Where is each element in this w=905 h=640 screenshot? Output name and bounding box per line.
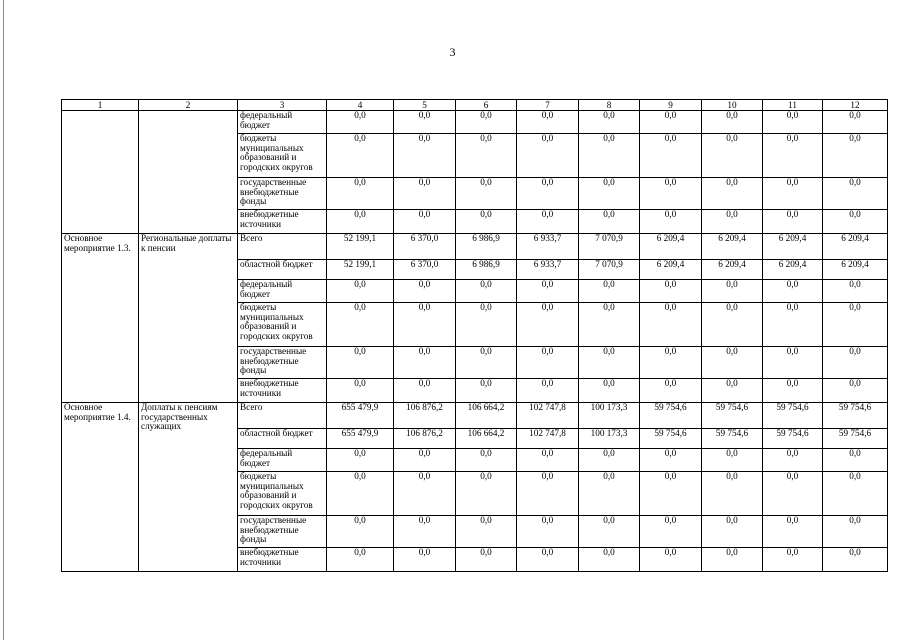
- value-cell: 0,0: [394, 472, 456, 516]
- value-cell: 0,0: [394, 134, 456, 178]
- value-cell: 0,0: [763, 548, 823, 572]
- value-cell: 0,0: [517, 449, 579, 472]
- value-cell: 59 754,6: [823, 403, 888, 429]
- value-cell: 52 199,1: [327, 234, 394, 260]
- funding-source-cell: государственные внебюджетные фонды: [238, 178, 327, 210]
- value-cell: 0,0: [327, 449, 394, 472]
- value-cell: 0,0: [823, 210, 888, 234]
- value-cell: 0,0: [579, 516, 640, 548]
- value-cell: 0,0: [394, 449, 456, 472]
- value-cell: 0,0: [702, 178, 763, 210]
- value-cell: 0,0: [823, 134, 888, 178]
- measure-cell: Основное мероприятие 1.4.: [62, 403, 139, 572]
- value-cell: 0,0: [640, 178, 702, 210]
- value-cell: 0,0: [763, 303, 823, 347]
- scan-left-edge: [3, 0, 4, 640]
- value-cell: 0,0: [579, 472, 640, 516]
- header-cell: 12: [823, 100, 888, 111]
- value-cell: 6 209,4: [823, 260, 888, 280]
- value-cell: 7 070,9: [579, 234, 640, 260]
- value-cell: 0,0: [456, 548, 517, 572]
- value-cell: 6 209,4: [702, 260, 763, 280]
- value-cell: 6 933,7: [517, 234, 579, 260]
- value-cell: 0,0: [702, 516, 763, 548]
- value-cell: 6 209,4: [823, 234, 888, 260]
- value-cell: 100 173,3: [579, 403, 640, 429]
- value-cell: 0,0: [394, 178, 456, 210]
- value-cell: 0,0: [702, 347, 763, 379]
- value-cell: 6 986,9: [456, 260, 517, 280]
- value-cell: 0,0: [327, 134, 394, 178]
- funding-source-cell: областной бюджет: [238, 429, 327, 449]
- value-cell: 0,0: [394, 210, 456, 234]
- value-cell: 0,0: [327, 303, 394, 347]
- value-cell: 0,0: [763, 472, 823, 516]
- value-cell: 6 986,9: [456, 234, 517, 260]
- value-cell: 59 754,6: [640, 429, 702, 449]
- header-cell: 2: [139, 100, 238, 111]
- value-cell: 0,0: [394, 379, 456, 403]
- funding-source-cell: внебюджетные источники: [238, 548, 327, 572]
- value-cell: 0,0: [517, 548, 579, 572]
- value-cell: 0,0: [327, 178, 394, 210]
- header-cell: 5: [394, 100, 456, 111]
- value-cell: 102 747,8: [517, 429, 579, 449]
- title-cell: [139, 111, 238, 234]
- value-cell: 0,0: [763, 280, 823, 303]
- value-cell: 6 370,0: [394, 234, 456, 260]
- value-cell: 0,0: [579, 347, 640, 379]
- value-cell: 0,0: [456, 178, 517, 210]
- value-cell: 52 199,1: [327, 260, 394, 280]
- value-cell: 0,0: [763, 111, 823, 134]
- header-cell: 10: [702, 100, 763, 111]
- value-cell: 655 479,9: [327, 429, 394, 449]
- header-row: [62, 100, 888, 111]
- value-cell: 0,0: [702, 449, 763, 472]
- header-cell: 4: [327, 100, 394, 111]
- value-cell: 6 370,0: [394, 260, 456, 280]
- value-cell: 0,0: [579, 449, 640, 472]
- value-cell: 0,0: [327, 548, 394, 572]
- value-cell: 0,0: [394, 548, 456, 572]
- value-cell: 0,0: [763, 516, 823, 548]
- title-cell: Региональные доплаты к пенсии: [139, 234, 238, 403]
- table-body: [62, 111, 888, 572]
- value-cell: 0,0: [517, 472, 579, 516]
- value-cell: 0,0: [640, 111, 702, 134]
- value-cell: 0,0: [517, 303, 579, 347]
- value-cell: 0,0: [823, 303, 888, 347]
- value-cell: 0,0: [640, 449, 702, 472]
- value-cell: 0,0: [579, 548, 640, 572]
- value-cell: 0,0: [763, 347, 823, 379]
- value-cell: 0,0: [579, 134, 640, 178]
- value-cell: 6 209,4: [763, 260, 823, 280]
- funding-source-cell: бюджеты муниципальных образований и городских округов: [238, 134, 327, 178]
- funding-source-cell: Всего: [238, 234, 327, 260]
- value-cell: 0,0: [517, 280, 579, 303]
- header-cell: 7: [517, 100, 579, 111]
- funding-source-cell: бюджеты муниципальных образований и городских округов: [238, 472, 327, 516]
- value-cell: 0,0: [456, 134, 517, 178]
- value-cell: 6 209,4: [640, 260, 702, 280]
- value-cell: 0,0: [702, 210, 763, 234]
- funding-source-cell: внебюджетные источники: [238, 379, 327, 403]
- value-cell: 0,0: [823, 347, 888, 379]
- value-cell: 0,0: [763, 379, 823, 403]
- value-cell: 59 754,6: [763, 403, 823, 429]
- value-cell: 0,0: [640, 472, 702, 516]
- value-cell: 0,0: [823, 111, 888, 134]
- value-cell: 0,0: [640, 548, 702, 572]
- value-cell: 0,0: [394, 280, 456, 303]
- value-cell: 0,0: [456, 516, 517, 548]
- value-cell: 0,0: [702, 134, 763, 178]
- value-cell: 100 173,3: [579, 429, 640, 449]
- value-cell: 0,0: [823, 548, 888, 572]
- value-cell: 106 664,2: [456, 403, 517, 429]
- value-cell: 0,0: [456, 472, 517, 516]
- value-cell: 59 754,6: [702, 429, 763, 449]
- value-cell: 0,0: [640, 379, 702, 403]
- value-cell: 0,0: [823, 472, 888, 516]
- value-cell: 0,0: [640, 134, 702, 178]
- value-cell: 7 070,9: [579, 260, 640, 280]
- value-cell: 106 664,2: [456, 429, 517, 449]
- value-cell: 0,0: [640, 516, 702, 548]
- funding-source-cell: Всего: [238, 403, 327, 429]
- value-cell: 0,0: [702, 548, 763, 572]
- value-cell: 0,0: [517, 210, 579, 234]
- value-cell: 0,0: [640, 303, 702, 347]
- page-number: 3: [449, 45, 456, 59]
- header-cell: 9: [640, 100, 702, 111]
- value-cell: 0,0: [823, 379, 888, 403]
- header-cell: 8: [579, 100, 640, 111]
- value-cell: 0,0: [327, 379, 394, 403]
- value-cell: 0,0: [394, 303, 456, 347]
- value-cell: 0,0: [327, 347, 394, 379]
- funding-source-cell: федеральный бюджет: [238, 280, 327, 303]
- value-cell: 655 479,9: [327, 403, 394, 429]
- value-cell: 0,0: [763, 449, 823, 472]
- measure-cell: Основное мероприятие 1.3.: [62, 234, 139, 403]
- table-row: [62, 111, 888, 134]
- value-cell: 0,0: [823, 516, 888, 548]
- value-cell: 106 876,2: [394, 403, 456, 429]
- value-cell: 0,0: [702, 379, 763, 403]
- value-cell: 0,0: [394, 111, 456, 134]
- value-cell: 0,0: [456, 347, 517, 379]
- value-cell: 0,0: [579, 280, 640, 303]
- value-cell: 0,0: [327, 280, 394, 303]
- value-cell: 6 209,4: [640, 234, 702, 260]
- value-cell: 0,0: [456, 303, 517, 347]
- value-cell: 0,0: [579, 111, 640, 134]
- value-cell: 0,0: [640, 280, 702, 303]
- funding-source-cell: бюджеты муниципальных образований и городских округов: [238, 303, 327, 347]
- value-cell: 0,0: [579, 178, 640, 210]
- value-cell: 0,0: [579, 303, 640, 347]
- value-cell: 6 933,7: [517, 260, 579, 280]
- header-cell: 6: [456, 100, 517, 111]
- value-cell: 0,0: [517, 134, 579, 178]
- value-cell: 0,0: [763, 178, 823, 210]
- value-cell: 0,0: [579, 210, 640, 234]
- value-cell: 0,0: [517, 111, 579, 134]
- value-cell: 0,0: [823, 280, 888, 303]
- value-cell: 102 747,8: [517, 403, 579, 429]
- value-cell: 0,0: [517, 516, 579, 548]
- funding-source-cell: внебюджетные источники: [238, 210, 327, 234]
- table-row: [62, 234, 888, 260]
- value-cell: 0,0: [517, 379, 579, 403]
- value-cell: 0,0: [702, 280, 763, 303]
- value-cell: 0,0: [823, 449, 888, 472]
- budget-table: [61, 99, 888, 572]
- title-cell: Доплаты к пенсиям государственных служащих: [139, 403, 238, 572]
- value-cell: 0,0: [517, 347, 579, 379]
- value-cell: 59 754,6: [823, 429, 888, 449]
- funding-source-cell: государственные внебюджетные фонды: [238, 347, 327, 379]
- value-cell: 0,0: [702, 472, 763, 516]
- value-cell: 0,0: [327, 472, 394, 516]
- value-cell: 0,0: [456, 280, 517, 303]
- value-cell: 0,0: [579, 379, 640, 403]
- value-cell: 0,0: [640, 210, 702, 234]
- value-cell: 0,0: [702, 303, 763, 347]
- value-cell: 0,0: [823, 178, 888, 210]
- funding-source-cell: федеральный бюджет: [238, 111, 327, 134]
- funding-source-cell: федеральный бюджет: [238, 449, 327, 472]
- value-cell: 0,0: [517, 178, 579, 210]
- funding-source-cell: государственные внебюджетные фонды: [238, 516, 327, 548]
- table-row: [62, 403, 888, 429]
- value-cell: 0,0: [327, 210, 394, 234]
- header-cell: 11: [763, 100, 823, 111]
- value-cell: 0,0: [456, 210, 517, 234]
- value-cell: 106 876,2: [394, 429, 456, 449]
- value-cell: 0,0: [394, 347, 456, 379]
- value-cell: 0,0: [394, 516, 456, 548]
- value-cell: 59 754,6: [640, 403, 702, 429]
- funding-source-cell: областной бюджет: [238, 260, 327, 280]
- value-cell: 0,0: [456, 111, 517, 134]
- value-cell: 0,0: [763, 134, 823, 178]
- value-cell: 0,0: [327, 111, 394, 134]
- value-cell: 0,0: [456, 379, 517, 403]
- value-cell: 0,0: [702, 111, 763, 134]
- value-cell: 59 754,6: [702, 403, 763, 429]
- measure-cell: [62, 111, 139, 234]
- value-cell: 6 209,4: [763, 234, 823, 260]
- value-cell: 59 754,6: [763, 429, 823, 449]
- header-cell: 3: [238, 100, 327, 111]
- value-cell: 6 209,4: [702, 234, 763, 260]
- header-cell: 1: [62, 100, 139, 111]
- value-cell: 0,0: [456, 449, 517, 472]
- value-cell: 0,0: [763, 210, 823, 234]
- value-cell: 0,0: [640, 347, 702, 379]
- value-cell: 0,0: [327, 516, 394, 548]
